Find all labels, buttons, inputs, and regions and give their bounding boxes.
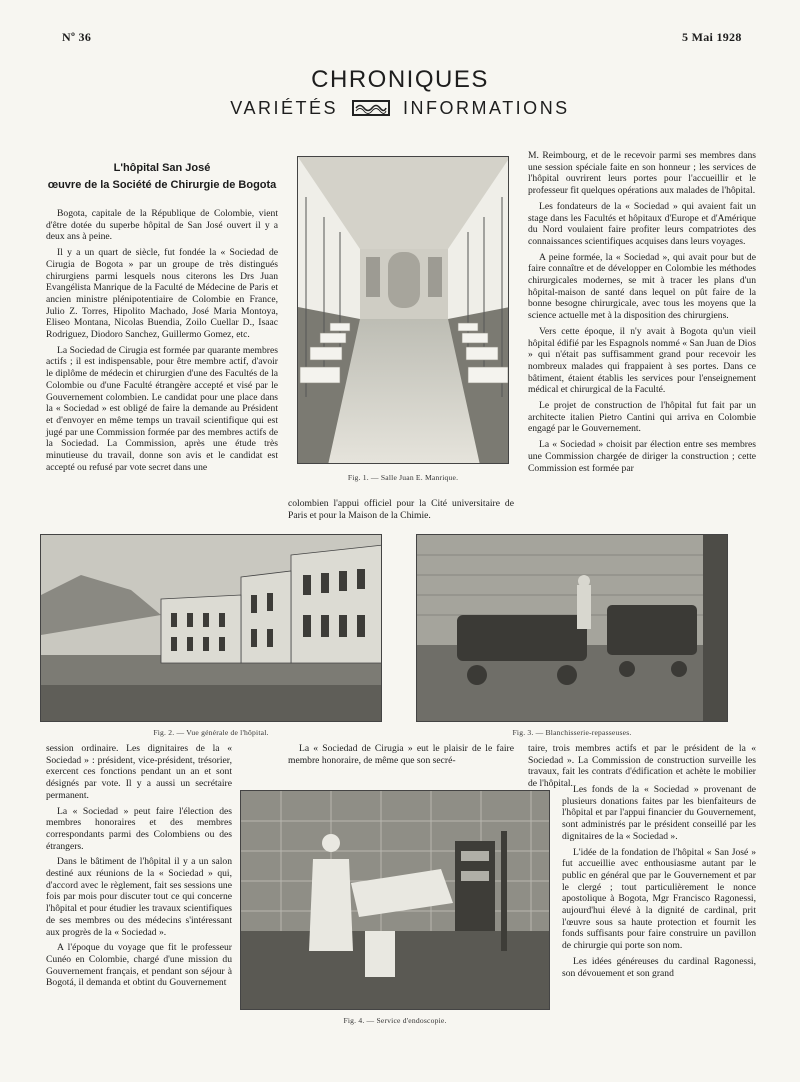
ornament-icon [352, 100, 390, 116]
headline-line-2: œuvre de la Société de Chirurgie de Bogota [47, 179, 277, 191]
paragraph: La « Sociedad de Cirugia » eut le plaisir de le faire membre honoraire, de même que son secré- [288, 743, 514, 766]
paragraph: Les fonds de la « Sociedad » provenant de plusieurs donations faites par les bienfaiteurs de l'hôpital et par l'appui financier du Gouvernement, sont administrés par le président conseillé par les dignitaires de la « Sociedad ». [562, 784, 756, 842]
figure-3-photo [416, 534, 728, 722]
subtitle-left: VARIÉTÉS [230, 98, 338, 118]
issue-date: 5 Mai 1928 [682, 30, 742, 44]
section-title: CHRONIQUES [311, 66, 489, 93]
paragraph: La « Sociedad » choisit par élection entre ses membres une Commission chargée de diriger la construction ; cette Commission est formée par [528, 439, 756, 474]
headline-line-1: L'hôpital San José [113, 162, 211, 174]
paragraph: La « Sociedad » peut faire l'élection des membres honoraires et des membres correspondants parmi des Colombiens ou des étrangers. [46, 805, 232, 852]
paragraph: colombien l'appui officiel pour la Cité universitaire de Paris et pour la Maison de la Chimie. [288, 498, 514, 521]
paragraph: Les idées généreuses du cardinal Ragonessi, son dévouement et son grand [562, 955, 756, 979]
paragraph: taire, trois membres actifs et par le président de la « Sociedad ». La Commission de construction surveille les travaux, fait les contrats d'édification et achète le mobilier de l'hôpital. [528, 743, 756, 790]
article-headline [46, 160, 278, 194]
figure-4-photo [240, 790, 550, 1010]
paragraph: Vers cette époque, il n'y avait à Bogota qu'un vieil hôpital édifié par les Espagnols nommé « San Juan de Dios » qui n'était pas suffisamment grand pour recevoir les nombreux malades qui frappaient à ses portes. Dans ce bâtiment, étaient établis les services pour l'enseignement médical et chirurgical de la Faculté. [528, 325, 756, 396]
paragraph: A l'époque du voyage que fit le professeur Cunéo en Colombie, chargé d'une mission du Gouvernement français, et pendant son séjour à Bogotá, il demanda et obtint du Gouvernement [46, 942, 232, 989]
paragraph: Le projet de construction de l'hôpital fut fait par un architecte italien Pietro Cantini qui arriva en Colombie engagé par le Gouvernement. [528, 400, 756, 435]
article-column-3 [528, 150, 756, 478]
figure-1-photo [297, 156, 509, 464]
article-column-2-top [288, 498, 514, 525]
subtitle-right: INFORMATIONS [403, 98, 570, 118]
article-lower-column-1 [46, 743, 232, 993]
article-lower-column-2 [288, 743, 514, 770]
article-lower-column-3 [562, 784, 756, 983]
paragraph: Dans le bâtiment de l'hôpital il y a un salon destiné aux réunions de la « Sociedad » qui, d'accord avec le règlement, fait ses sessions une fois par mois pour discuter tout ce qui concerne l'hôpital et pour étudier les travaux scientifiques de ses membres ou des médecins s'intéressant aux progrès de la « Sociedad ». [46, 856, 232, 938]
paragraph: A peine formée, la « Sociedad », qui avait pour but de faire connaître et de développer en Colombie les méthodes chirurgicales modernes, se mit à tracer les plans d'un hôpital-maison de santé dans lequel on pût faire de la bonne besogne chirurgicale, avec tous les moyens que la science actuelle met à la disposition des chirurgiens. [528, 251, 756, 322]
paragraph: M. Reimbourg, et de le recevoir parmi ses membres dans une session spéciale faite en son honneur ; les services de l'hôpital ouvrirent leurs portes pour l'accueillir et le professeur fit quelques opérations aux malades de l'hôpital. [528, 150, 756, 197]
figure-2-photo [40, 534, 382, 722]
paragraph: Les fondateurs de la « Sociedad » qui avaient fait un stage dans les Facultés et hôpitaux d'Europe et d'Amérique du Nord voulaient faire profiter leurs compatriotes des connaissances scientifiques acquises dans leurs voyages. [528, 200, 756, 247]
paragraph: Bogota, capitale de la République de Colombie, vient d'être dotée du superbe hôpital de San José ouvert il y a deux ans à peine. [46, 208, 278, 243]
figure-1-caption: Fig. 1. — Salle Juan E. Manrique. [347, 473, 459, 482]
figure-4-caption: Fig. 4. — Service d'endoscopie. [343, 1016, 447, 1025]
section-subtitle [0, 98, 800, 119]
paragraph: Il y a un quart de siècle, fut fondée la « Sociedad de Cirugia de Bogota » par un groupe de très distingués chirurgiens parmi lesquels nous citerons les Drs Juan Evangélista Manrique de la Faculté de Médecine de Paris et ancien ministre plénipotentiaire de Colombie en France, Julio Z. Torres, Hipolito Machado, José Maria Montoya, Eliseo Montana, Nicolas Buendia, Zoilo Cuellar D., Isaac Rodriguez, Diodoro Sanchez, Guillermo Gomez, etc. [46, 247, 278, 341]
figure-3-caption: Fig. 3. — Blanchisserie-repasseuses. [512, 728, 632, 737]
article-column-1 [46, 208, 278, 477]
figure-2-caption: Fig. 2. — Vue générale de l'hôpital. [153, 728, 269, 737]
paragraph: session ordinaire. Les dignitaires de la « Sociedad » : président, vice-président, trésorier, exercent ces fonctions pendant un an et sont désignés par vote. Il y a aussi un secrétaire permanent. [46, 743, 232, 801]
issue-number: Nº 36 [62, 30, 92, 44]
paragraph: La Sociedad de Cirugia est formée par quarante membres actifs ; il est indispensable, pour être membre actif, d'avoir le diplôme de médecin et chirurgien d'une des Facultés de la Colombie ou d'une Faculté étrangère accepté et visé par le Gouvernement colombien. Le candidat pour une place dans la « Sociedad » est obligé de faire la demande au Président et d'envoyer en même temps un travail scientifique qui est jugé par une Commission formée par des membres actifs de la Sociedad. La Commission, après une étude très minutieuse du travail, donne son avis et le candidat est accepté ou refusé par vote secret dans une [46, 344, 278, 473]
paragraph: L'idée de la fondation de l'hôpital « San José » fut accueillie avec enthousiasme autant par le public en général que par le Gouvernement et par le clergé ; tout particulièrement le nonce apostolique à Bogota, Mgr Francisco Ragonessi, aujourd'hui élevé à la dignité de cardinal, prit l'œuvre sous sa haute protection et fournit les fonds suffisants pour faire construire un pavillon de chirurgie qui porte son nom. [562, 846, 756, 952]
